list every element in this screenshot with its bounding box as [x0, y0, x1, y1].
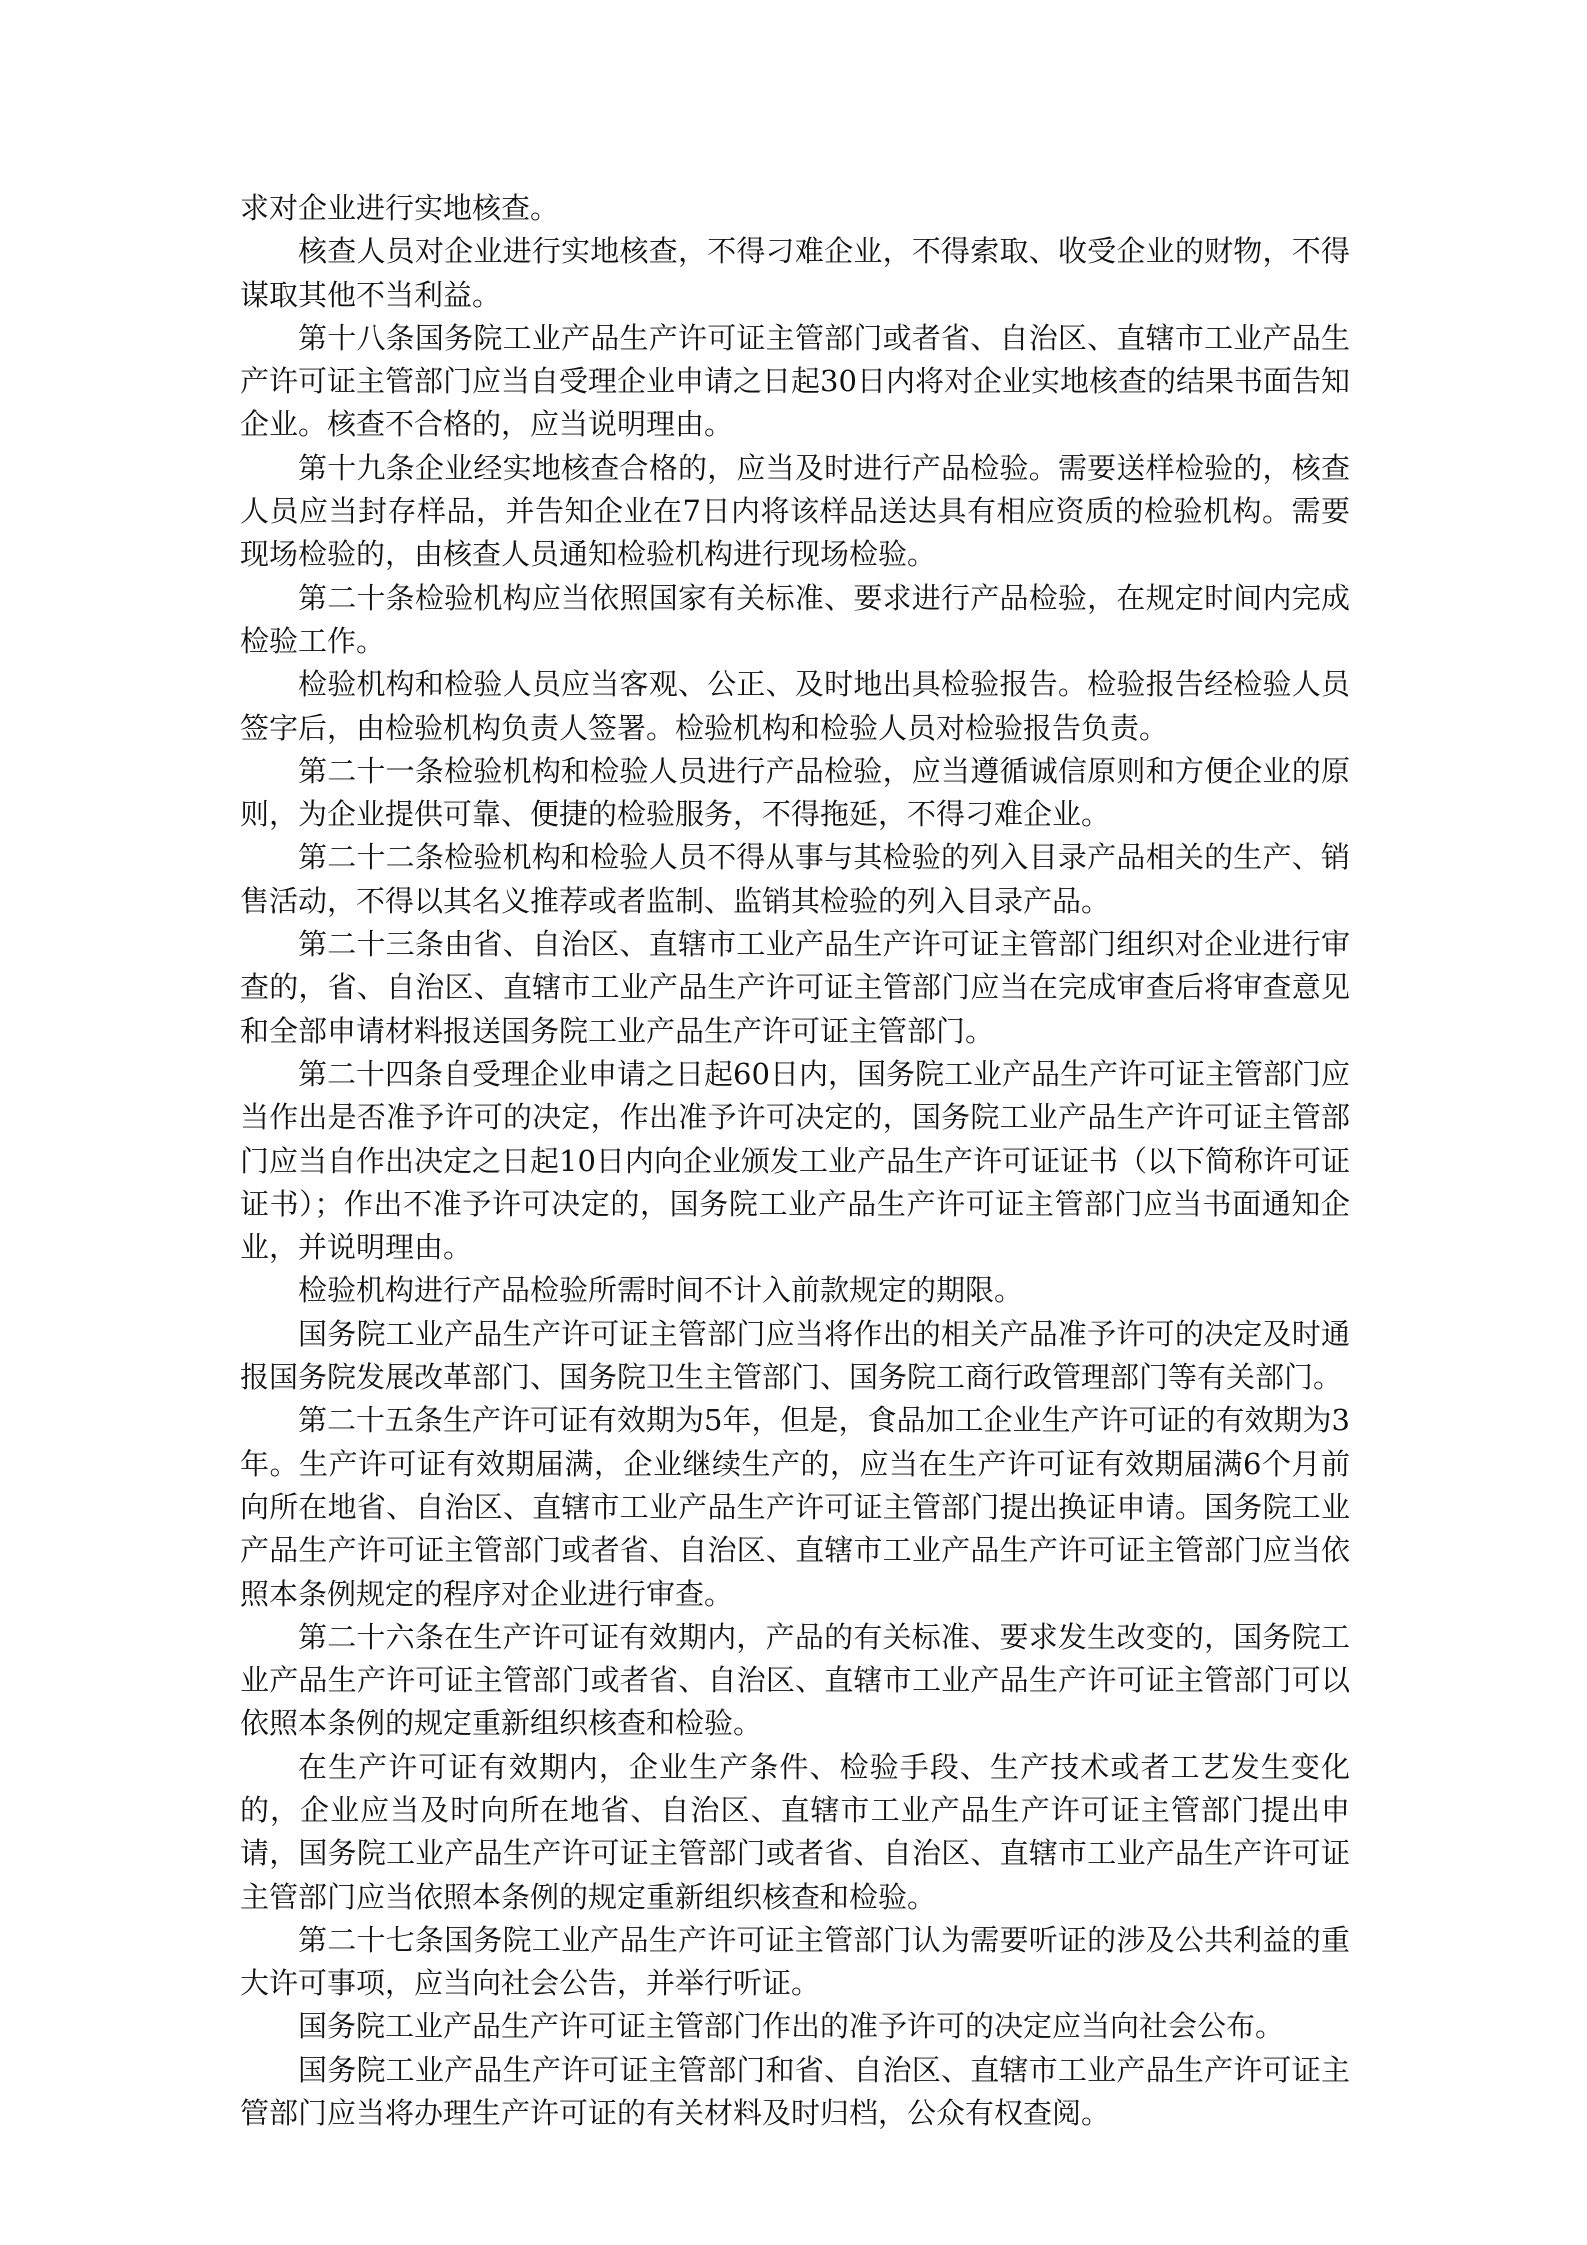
document-paragraph: 第二十三条由省、自治区、直辖市工业产品生产许可证主管部门组织对企业进行审查的，省、自治区、直辖市工业产品生产许可证主管部门应当在完成审查后将审查意见和全部申请材料报送国务院工业产品生产许可证主管部门。: [240, 927, 1350, 1048]
document-body: [240, 187, 1350, 2135]
document-page: [240, 187, 1350, 2135]
document-paragraph: 第十九条企业经实地核查合格的，应当及时进行产品检验。需要送样检验的，核查人员应当封存样品，并告知企业在7日内将该样品送达具有相应资质的检验机构。需要现场检验的，由核查人员通知检验机构进行现场检验。: [240, 450, 1350, 572]
document-paragraph: 检验机构进行产品检验所需时间不计入前款规定的期限。: [298, 1273, 1024, 1308]
document-paragraph: 国务院工业产品生产许可证主管部门应当将作出的相关产品准予许可的决定及时通报国务院发展改革部门、国务院卫生主管部门、国务院工商行政管理部门等有关部门。: [240, 1316, 1350, 1395]
document-paragraph: 第十八条国务院工业产品生产许可证主管部门或者省、自治区、直辖市工业产品生产许可证主管部门应当自受理企业申请之日起30日内将对企业实地核查的结果书面告知企业。核查不合格的，应当说明理由。: [240, 320, 1350, 442]
document-paragraph: 第二十五条生产许可证有效期为5年，但是，食品加工企业生产许可证的有效期为3年。生产许可证有效期届满，企业继续生产的，应当在生产许可证有效期届满6个月前向所在地省、自治区、直辖市工业产品生产许可证主管部门提出换证申请。国务院工业产品生产许可证主管部门或者省、自治区、直辖市工业产品生产许可证主管部门应当依照本条例规定的程序对企业进行审查。: [240, 1403, 1350, 1611]
document-paragraph: 第二十七条国务院工业产品生产许可证主管部门认为需要听证的涉及公共利益的重大许可事项，应当向社会公告，并举行听证。: [240, 1922, 1350, 2001]
document-paragraph: 国务院工业产品生产许可证主管部门作出的准予许可的决定应当向社会公布。: [298, 2009, 1285, 2044]
document-paragraph: 检验机构和检验人员应当客观、公正、及时地出具检验报告。检验报告经检验人员签字后，由检验机构负责人签署。检验机构和检验人员对检验报告负责。: [240, 667, 1350, 745]
document-paragraph: 在生产许可证有效期内，企业生产条件、检验手段、生产技术或者工艺发生变化的，企业应当及时向所在地省、自治区、直辖市工业产品生产许可证主管部门提出申请，国务院工业产品生产许可证主管部门或者省、自治区、直辖市工业产品生产许可证主管部门应当依照本条例的规定重新组织核查和检验。: [240, 1749, 1350, 1914]
document-paragraph: 第二十一条检验机构和检验人员进行产品检验，应当遵循诚信原则和方便企业的原则，为企业提供可靠、便捷的检验服务，不得拖延，不得刁难企业。: [240, 753, 1350, 832]
document-paragraph: 第二十六条在生产许可证有效期内，产品的有关标准、要求发生改变的，国务院工业产品生产许可证主管部门或者省、自治区、直辖市工业产品生产许可证主管部门可以依照本条例的规定重新组织核查和检验。: [240, 1619, 1350, 1741]
document-paragraph: 求对企业进行实地核查。: [240, 191, 560, 225]
document-paragraph: 第二十四条自受理企业申请之日起60日内，国务院工业产品生产许可证主管部门应当作出是否准予许可的决定，作出准予许可决定的，国务院工业产品生产许可证主管部门应当自作出决定之日起10日内向企业颁发工业产品生产许可证证书（以下简称许可证证书）；作出不准予许可决定的，国务院工业产品生产许可证主管部门应当书面通知企业，并说明理由。: [240, 1056, 1350, 1265]
document-paragraph: 第二十二条检验机构和检验人员不得从事与其检验的列入目录产品相关的生产、销售活动，不得以其名义推荐或者监制、监销其检验的列入目录产品。: [240, 840, 1350, 918]
document-paragraph: 第二十条检验机构应当依照国家有关标准、要求进行产品检验，在规定时间内完成检验工作。: [240, 580, 1350, 658]
document-paragraph: 核查人员对企业进行实地核查，不得刁难企业，不得索取、收受企业的财物，不得谋取其他不当利益。: [240, 234, 1350, 312]
document-paragraph: 国务院工业产品生产许可证主管部门和省、自治区、直辖市工业产品生产许可证主管部门应当将办理生产许可证的有关材料及时归档，公众有权查阅。: [240, 2052, 1350, 2131]
